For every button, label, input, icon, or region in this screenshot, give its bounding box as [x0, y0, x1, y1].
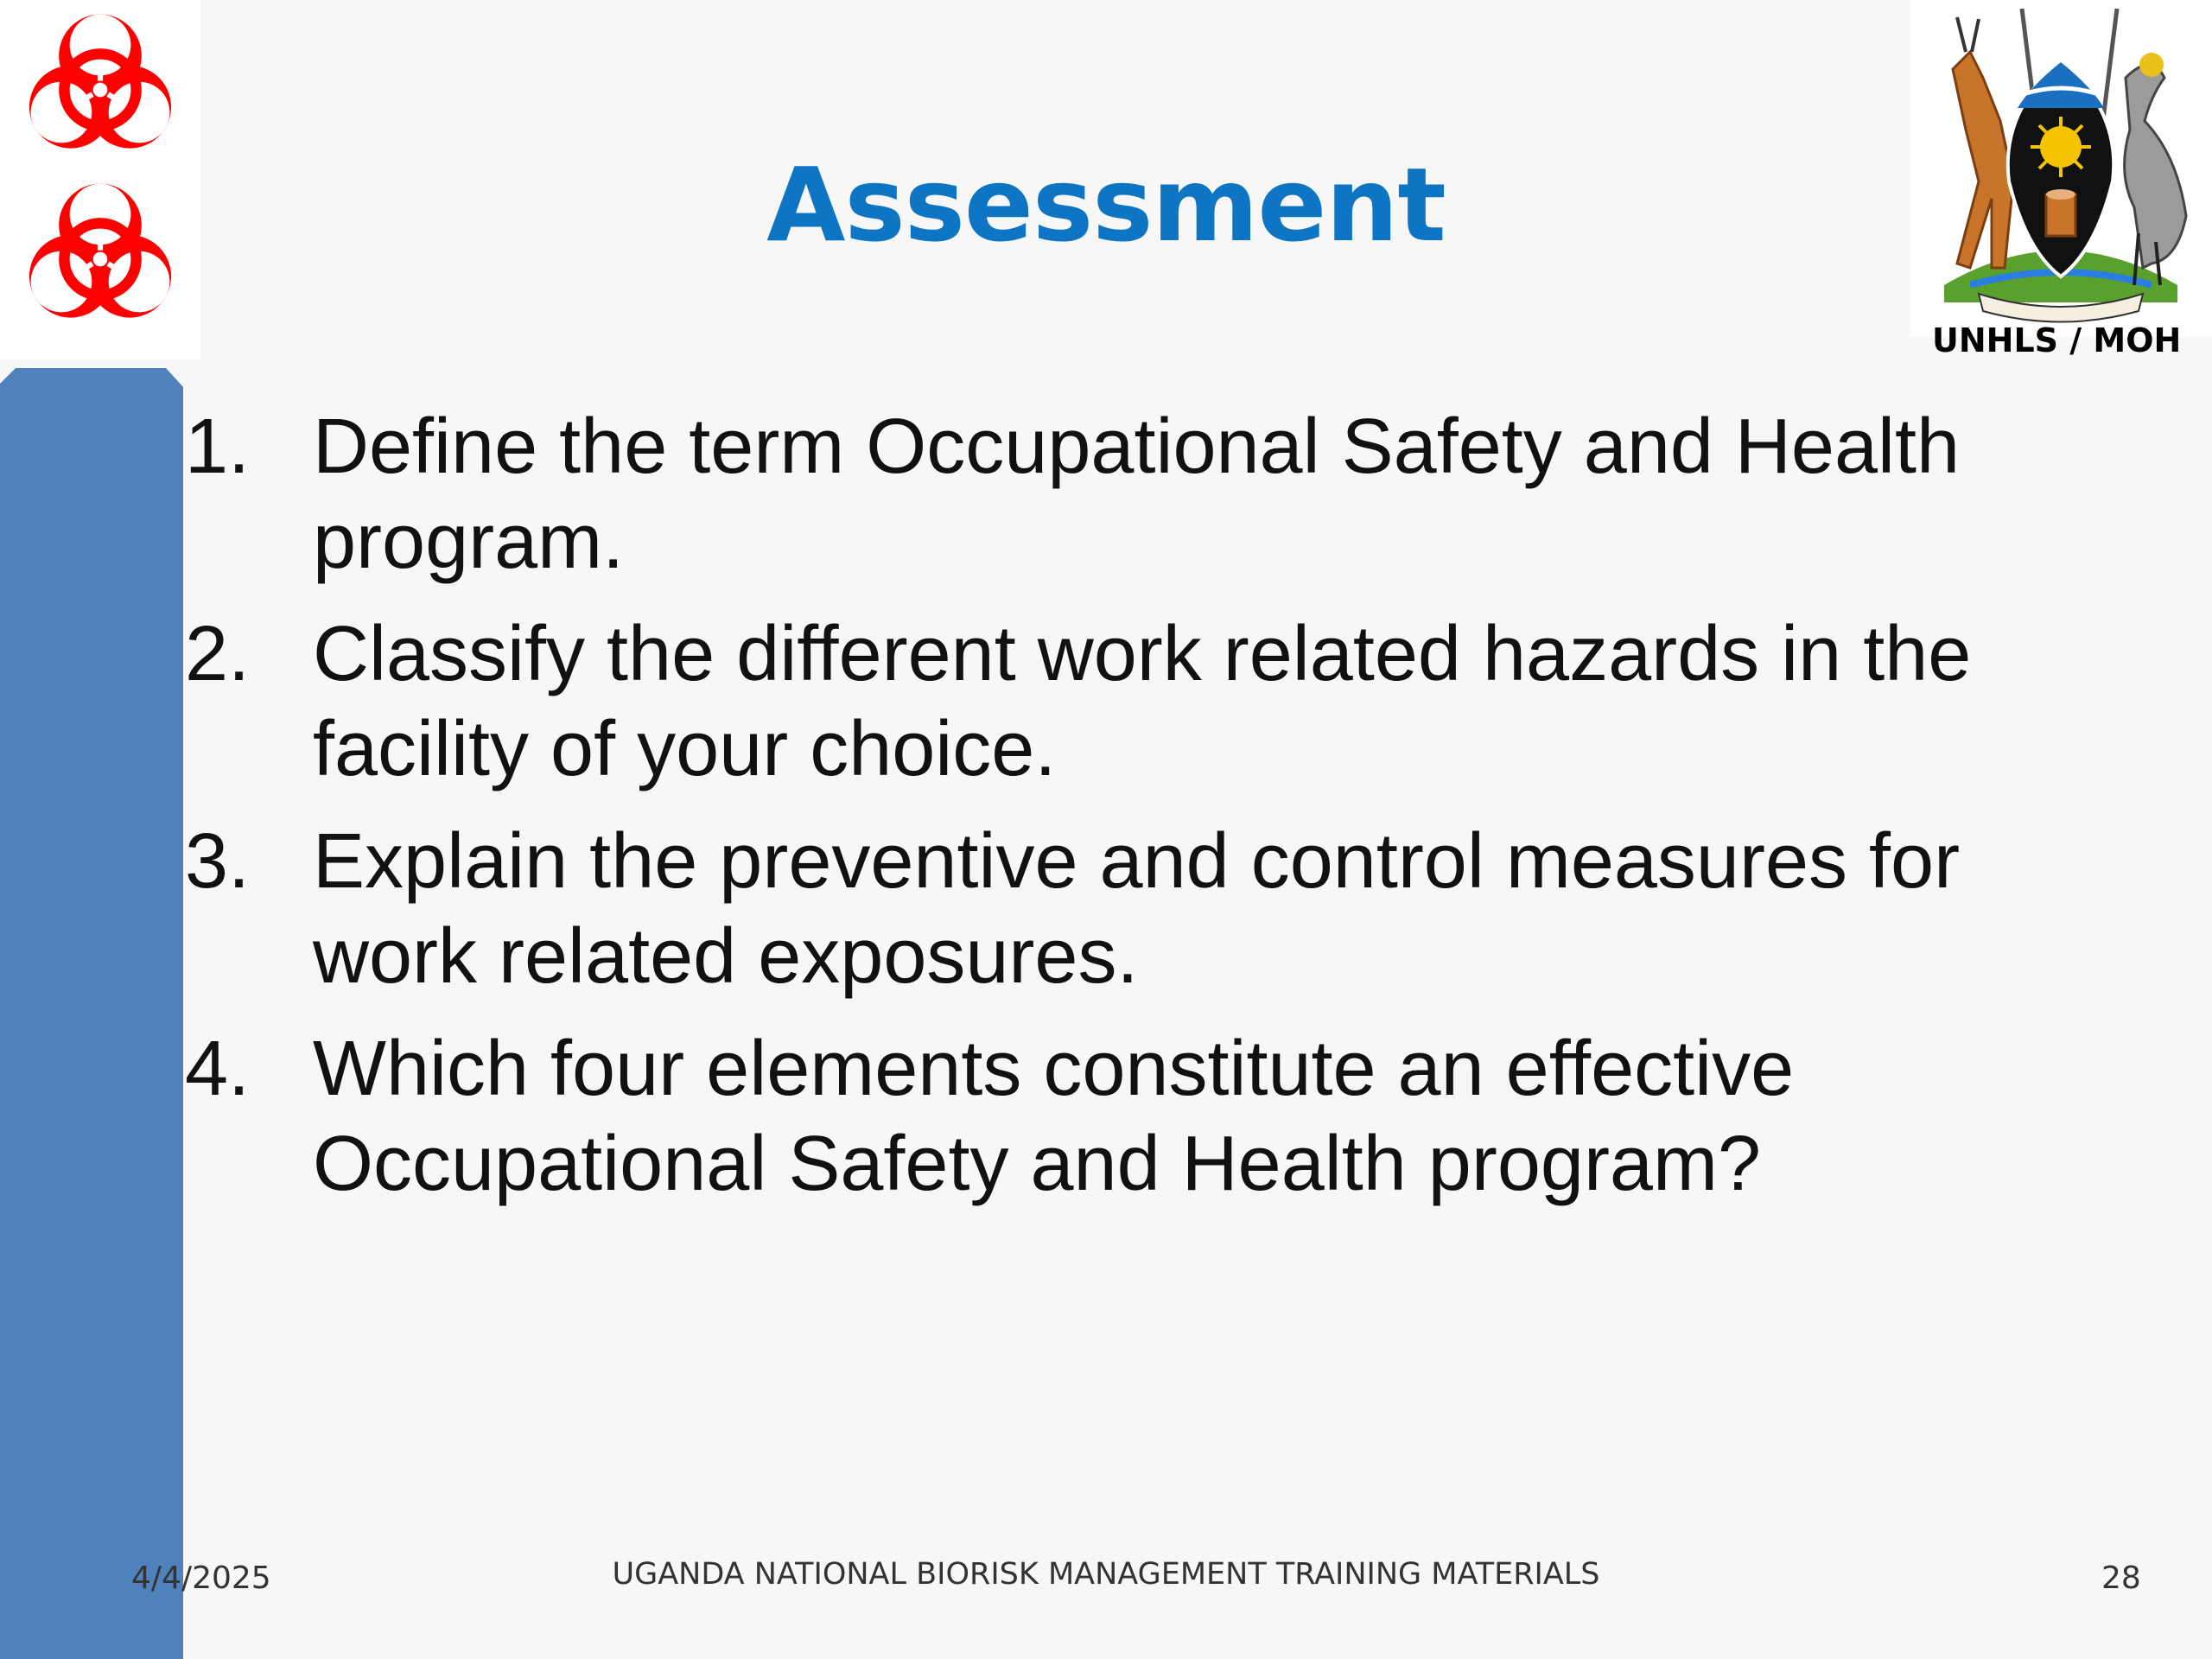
- question-text: Define the term Occupational Safety and Health program.: [313, 404, 1961, 585]
- slide-title: Assessment: [766, 145, 1446, 264]
- page-number: 28: [2101, 1560, 2141, 1596]
- list-item: [183, 1021, 2084, 1211]
- list-item: [183, 814, 2084, 1004]
- left-accent-band: [0, 368, 183, 1659]
- list-number: 4.: [185, 1026, 251, 1112]
- list-item: [183, 399, 2084, 589]
- footer-date: 4/4/2025: [131, 1560, 271, 1596]
- question-list: [183, 399, 2084, 1229]
- question-text: Which four elements constitute an effective Occupational Safety and Health program?: [313, 1026, 1795, 1207]
- list-number: 2.: [185, 611, 251, 697]
- footer-title: UGANDA NATIONAL BIORISK MANAGEMENT TRAINING MATERIALS: [612, 1557, 1600, 1592]
- logo-caption: UNHLS / MOH: [1932, 321, 2182, 359]
- question-text: Explain the preventive and control measures for work related exposures.: [313, 818, 1961, 1000]
- list-number: 1.: [185, 404, 251, 490]
- list-number: 3.: [185, 818, 251, 905]
- question-text: Classify the different work related hazards in the facility of your choice.: [313, 611, 1972, 792]
- list-item: [183, 607, 2084, 797]
